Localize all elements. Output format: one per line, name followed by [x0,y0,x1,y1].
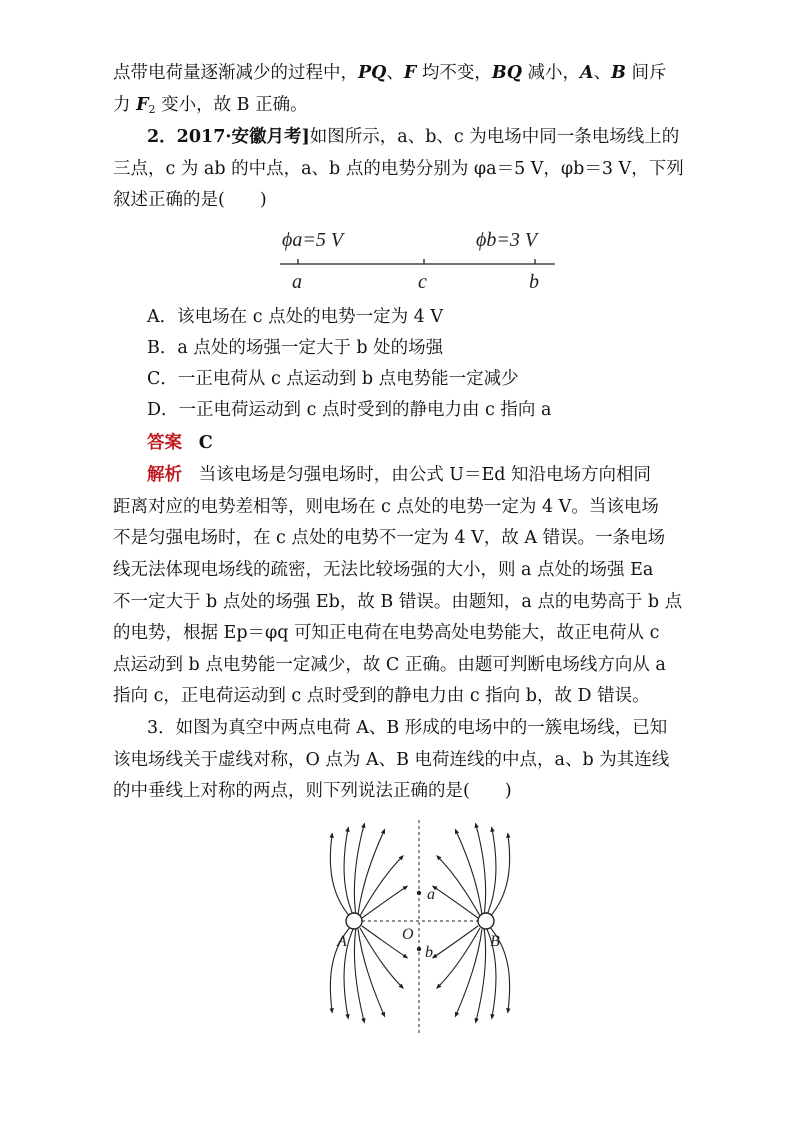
q2-analysis-line-7: 点运动到 b 点电势能一定减少，故 C 正确。由题可判断电场线方向从 a [113,655,666,675]
q2-point-b-label: b [529,271,539,293]
continuation-line-2: 力 $F_2$ 变小，故 B 正确。 [113,95,308,116]
q3-label-b: b [425,944,433,961]
q3-field-lines-B [434,825,510,1021]
q3-charge-A [346,913,362,929]
q2-option-b: B．a 点处的场强一定大于 b 处的场强 [147,338,444,358]
q2-analysis-line-2: 距离对应的电势差相等，则电场在 c 点处的电势一定为 4 V。当该电场 [113,497,659,517]
q2-analysis-line-5: 不一定大于 b 点处的场强 Eb，故 B 错误。由题知，a 点的电势高于 b 点 [113,592,683,612]
q2-field-line-figure [270,218,570,298]
q2-point-a-label: a [292,271,302,293]
q2-analysis-line-6: 的电势，根据 Ep＝φq 可知正电荷在电势高处电势能大，故正电荷从 c [113,623,660,643]
q3-point-b [417,947,421,951]
q2-option-c: C．一正电荷从 c 点运动到 b 点电势能一定减少 [147,369,519,389]
q2-option-d: D．一正电荷运动到 c 点时受到的静电力由 c 指向 a [147,400,552,420]
q2-option-a: A．该电场在 c 点处的电势一定为 4 V [147,307,443,327]
q3-stem-line-1: 3．如图为真空中两点电荷 A、B 形成的电场中的一簇电场线，已知 [147,718,668,738]
q3-field-lines-figure [322,815,518,1037]
q3-point-a [417,891,421,895]
analysis-label: 解析 [147,465,182,485]
continuation-line-1: 点带电荷量逐渐减少的过程中，PQ、F 均不变，BQ 减小，A、B 间斥 [113,63,667,83]
q2-stem-line-1: 2．2017·安徽月考]如图所示，a、b、c 为电场中同一条电场线上的 [147,127,680,147]
q3-charge-B [478,913,494,929]
q2-analysis-line-1: 解析 当该电场是匀强电场时，由公式 U＝Ed 知沿电场方向相同 [147,465,652,485]
q2-phi-a-label: ϕa=5 V [282,229,344,251]
q3-label-O: O [402,926,414,943]
q2-phi-b-label: ϕb=3 V [476,229,538,251]
q2-answer [147,428,213,459]
q3-label-a: a [427,886,435,903]
answer-value: C [198,433,213,453]
q3-field-lines-A [330,825,406,1021]
q3-label-A: A [337,933,347,950]
q3-stem-line-3: 的中垂线上对称的两点，则下列说法正确的是( ) [113,781,512,801]
q2-analysis-line-4: 线无法体现电场线的疏密，无法比较场强的大小，则 a 点处的场强 Ea [113,560,654,580]
q3-stem-line-2: 该电场线关于虚线对称，O 点为 A、B 电荷连线的中点，a、b 为其连线 [113,750,670,770]
q2-stem-line-2: 三点，c 为 ab 的中点，a、b 点的电势分别为 φa＝5 V，φb＝3 V，下列 [113,159,684,179]
q3-label-B: B [490,933,500,950]
q2-stem-line-3: 叙述正确的是( ) [113,190,267,210]
answer-label: 答案 [147,433,182,453]
q2-analysis-line-3: 不是匀强电场时，在 c 点处的电势不一定为 4 V，故 A 错误。一条电场 [113,528,666,548]
q2-point-c-label: c [418,271,427,293]
q2-analysis-line-8: 指向 c，正电荷运动到 c 点时受到的静电力由 c 指向 b，故 D 错误。 [113,686,650,706]
